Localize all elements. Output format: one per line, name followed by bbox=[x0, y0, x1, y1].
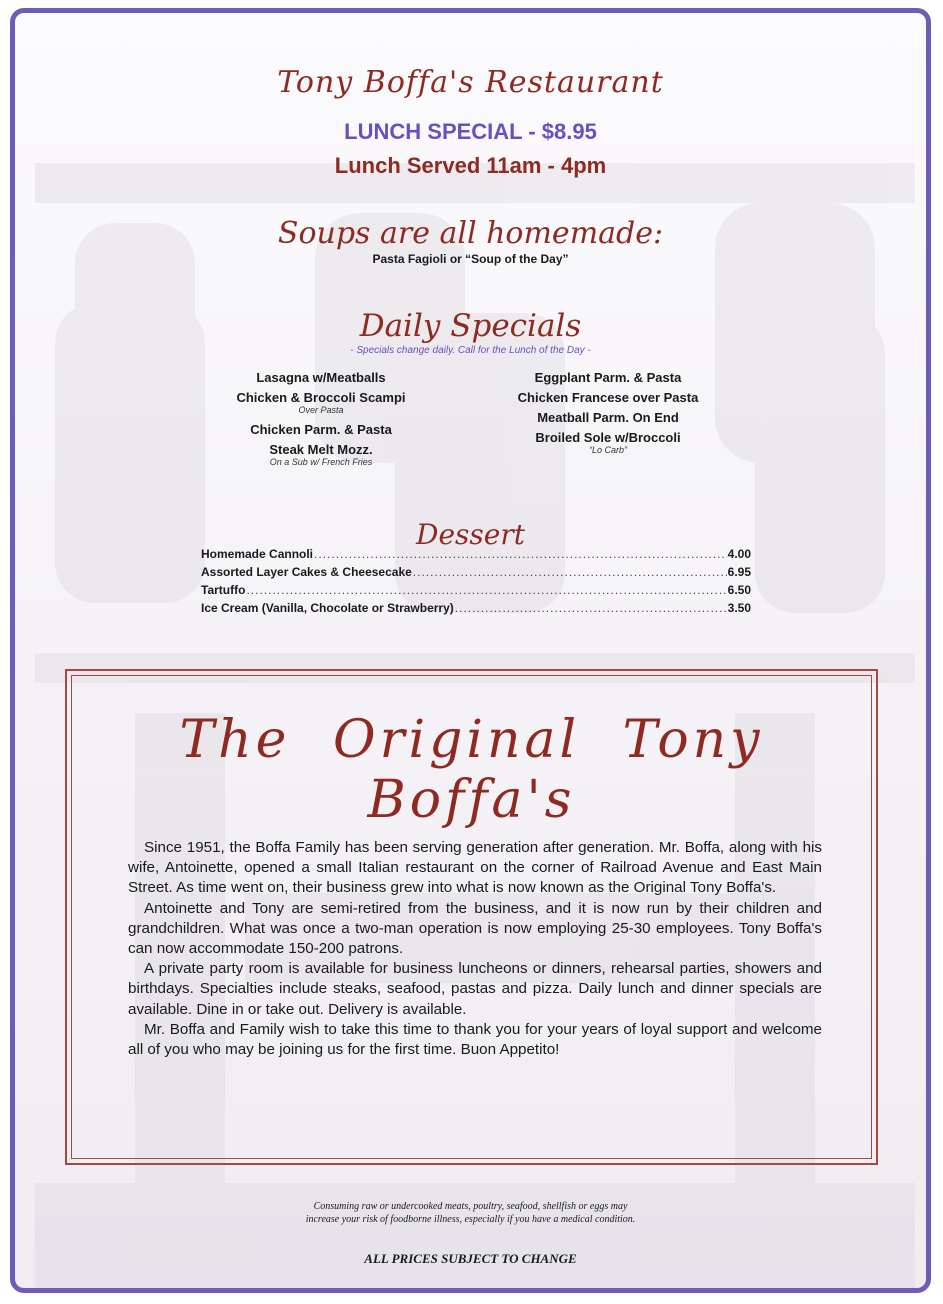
history-text bbox=[128, 838, 822, 1060]
history-box bbox=[65, 669, 878, 1165]
dessert-row bbox=[201, 565, 751, 583]
dessert-name: Homemade Cannoli bbox=[201, 547, 314, 561]
restaurant-name: Tony Boffa's Restaurant bbox=[277, 65, 664, 100]
lunch-special-price: LUNCH SPECIAL - $8.95 bbox=[344, 119, 597, 144]
dessert-row bbox=[201, 601, 751, 619]
dessert-list bbox=[201, 547, 751, 619]
history-paragraph: Antoinette and Tony are semi-retired from the business, and it is now run by their children and grandchildren. What was once a two-man operation is now employing 25-30 employees. Tony Boffa's can now accommodate 150-200 patrons. bbox=[128, 899, 822, 958]
dessert-price: 3.50 bbox=[727, 601, 751, 615]
soups-description: Pasta Fagioli or “Soup of the Day” bbox=[372, 252, 569, 266]
daily-specials-heading: Daily Specials bbox=[359, 308, 582, 344]
dot-leader bbox=[455, 601, 727, 615]
special-item: Steak Melt Mozz. bbox=[269, 442, 373, 457]
special-item: Eggplant Parm. & Pasta bbox=[534, 370, 682, 385]
disclaimer-line: Consuming raw or undercooked meats, poultry, seafood, shellfish or eggs may bbox=[313, 1201, 628, 1212]
specials-left-column bbox=[181, 369, 461, 473]
history-paragraph: A private party room is available for business luncheons or dinners, rehearsal parties, showers and birthdays. Specialties include steaks, seafood, pastas and pizza. Daily lunch and dinner specials are available. Dine in or take out. Delivery is available. bbox=[128, 960, 822, 1018]
dessert-price: 6.95 bbox=[727, 565, 751, 579]
special-item-note: Over Pasta bbox=[298, 405, 344, 415]
dot-leader bbox=[413, 565, 727, 579]
daily-specials-note: - Specials change daily. Call for the Lunch of the Day - bbox=[350, 345, 591, 356]
dot-leader bbox=[314, 547, 727, 561]
history-paragraph: Since 1951, the Boffa Family has been serving generation after generation. Mr. Boffa, along with his wife, Antoinette, opened a small Italian restaurant on the corner of Railroad Avenue and East Main Street. As time went on, their business grew into what is now known as the Original Tony Boffa's. bbox=[128, 839, 822, 897]
dessert-price: 6.50 bbox=[727, 583, 751, 597]
dessert-name: Assorted Layer Cakes & Cheesecake bbox=[201, 565, 412, 579]
disclaimer-line: increase your risk of foodborne illness, especially if you have a medical condition. bbox=[305, 1214, 636, 1225]
soups-heading: Soups are all homemade: bbox=[277, 216, 664, 251]
dessert-price: 4.00 bbox=[727, 547, 751, 561]
history-box-inner bbox=[71, 675, 872, 1159]
special-item: Lasagna w/Meatballs bbox=[256, 370, 386, 385]
special-item-note: On a Sub w/ French Fries bbox=[269, 457, 373, 467]
special-item: Chicken Parm. & Pasta bbox=[250, 422, 392, 437]
history-title: The Original Tony Boffa's bbox=[179, 710, 764, 830]
specials-right-column bbox=[468, 369, 748, 461]
special-item: Broiled Sole w/Broccoli bbox=[535, 430, 681, 445]
special-item: Chicken & Broccoli Scampi bbox=[236, 390, 406, 405]
dessert-name: Ice Cream (Vanilla, Chocolate or Strawberry) bbox=[201, 601, 454, 615]
dot-leader bbox=[246, 583, 726, 597]
dessert-row bbox=[201, 583, 751, 601]
dessert-heading: Dessert bbox=[416, 518, 525, 551]
food-safety-disclaimer bbox=[15, 1200, 926, 1226]
special-item-note: “Lo Carb” bbox=[588, 445, 627, 455]
dessert-row bbox=[201, 547, 751, 565]
menu-page bbox=[10, 8, 931, 1293]
dessert-name: Tartuffo bbox=[201, 583, 246, 597]
special-item: Chicken Francese over Pasta bbox=[517, 390, 699, 405]
special-item: Meatball Parm. On End bbox=[537, 410, 679, 425]
lunch-hours: Lunch Served 11am - 4pm bbox=[334, 153, 607, 178]
history-paragraph: Mr. Boffa and Family wish to take this time to thank you for your years of loyal support and welcome all of you who may be joining us for the first time. Buon Appetito! bbox=[128, 1020, 822, 1059]
prices-subject-to-change: ALL PRICES SUBJECT TO CHANGE bbox=[364, 1251, 577, 1266]
